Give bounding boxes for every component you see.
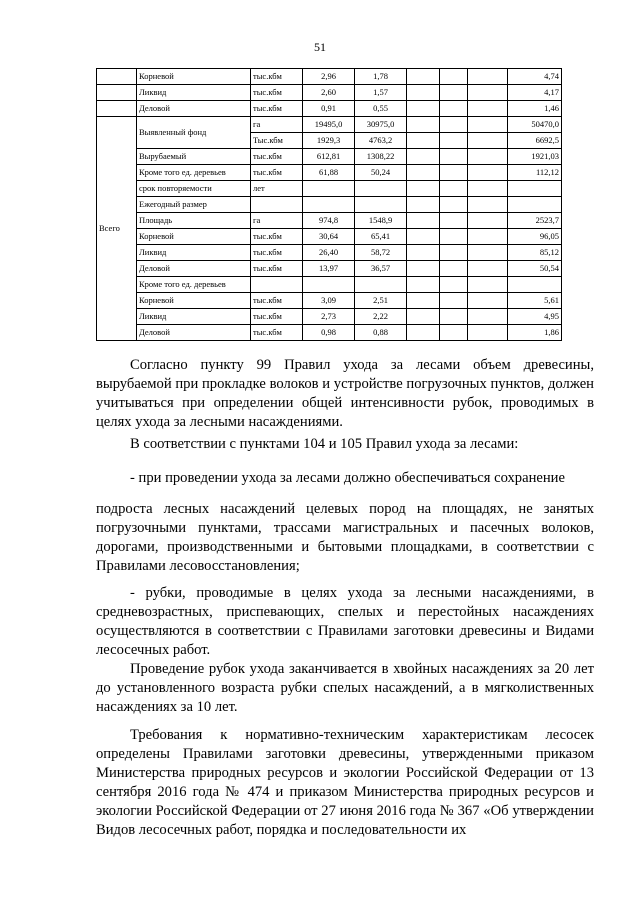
table-cell-v1: 2,73 <box>303 309 355 325</box>
table-cell-v2: 1,57 <box>355 85 407 101</box>
table-cell-total <box>508 197 562 213</box>
table-cell-v2: 50,24 <box>355 165 407 181</box>
table-cell-v1: 2,96 <box>303 69 355 85</box>
table-row <box>97 69 562 85</box>
table-cell-v2: 2,51 <box>355 293 407 309</box>
table-row <box>97 229 562 245</box>
table-cell-unit: тыс.кбм <box>251 229 303 245</box>
table-row <box>97 309 562 325</box>
table-cell-label: Ликвид <box>137 245 251 261</box>
table-cell-label: Площадь <box>137 213 251 229</box>
table-cell-unit <box>251 277 303 293</box>
table-cell-v1: 61,88 <box>303 165 355 181</box>
table-cell-total: 50470,0 <box>508 117 562 133</box>
table-cell-empty <box>407 261 440 277</box>
table-cell-v1: 19495,0 <box>303 117 355 133</box>
table-cell-empty <box>440 117 468 133</box>
table-cell-empty <box>440 101 468 117</box>
table-cell-v2: 30975,0 <box>355 117 407 133</box>
table-cell-empty <box>407 229 440 245</box>
table-row <box>97 149 562 165</box>
table-cell-v1: 974,8 <box>303 213 355 229</box>
table-cell-label: Ликвид <box>137 309 251 325</box>
table-cell-unit: лет <box>251 181 303 197</box>
table-cell-v2: 58,72 <box>355 245 407 261</box>
table-cell-total: 1,86 <box>508 325 562 341</box>
table-row <box>97 245 562 261</box>
table-cell-empty <box>440 149 468 165</box>
table-cell-total <box>508 277 562 293</box>
table-cell-empty <box>440 69 468 85</box>
table-row <box>97 293 562 309</box>
page-number: 51 <box>314 40 326 54</box>
table-cell-v2 <box>355 277 407 293</box>
table-cell-v2: 0,55 <box>355 101 407 117</box>
table-cell-v2: 2,22 <box>355 309 407 325</box>
table-cell-empty <box>440 325 468 341</box>
table-cell-v1 <box>303 277 355 293</box>
table-cell-total: 50,54 <box>508 261 562 277</box>
table-cell-v2: 65,41 <box>355 229 407 245</box>
table-cell-empty <box>440 309 468 325</box>
table-cell-v2: 36,57 <box>355 261 407 277</box>
table-cell-empty <box>468 117 508 133</box>
table-cell-unit: тыс.кбм <box>251 325 303 341</box>
table-cell-v1: 13,97 <box>303 261 355 277</box>
table-cell-empty <box>407 213 440 229</box>
table-cell-total: 5,61 <box>508 293 562 309</box>
table-cell-label: Кроме того ед. деревьев <box>137 277 251 293</box>
table-cell-empty <box>468 133 508 149</box>
table-row <box>97 197 562 213</box>
table-cell-total: 96,05 <box>508 229 562 245</box>
paragraph-5: - рубки, проводимые в целях ухода за лесными насаждениями, в средневозрастных, приспевающих, спелых и перестойных насаждениях осуществляются в соответствии с Правилами заготовки древесины и Видами лесосечных работ. <box>96 585 594 658</box>
table-cell-empty <box>407 69 440 85</box>
paragraph-3: - при проведении ухода за лесами должно обеспечиваться сохранение <box>130 470 565 486</box>
table-cell-unit: тыс.кбм <box>251 85 303 101</box>
table-cell-unit <box>251 197 303 213</box>
paragraph-7: Требования к нормативно-техническим характеристикам лесосек определены Правилами заготовки древесины, утвержденными приказом Министерства природных ресурсов и экологии Российской Федерации от 13 сентября 2016 года № 474 и приказом Министерства природных ресурсов и экологии Российской Федерации от 27 июня 2016 года № 367 «Об утверждении Видов лесосечных работ, порядка и последовательности их <box>96 727 594 838</box>
table-cell-empty <box>468 293 508 309</box>
table-cell-total: 112,12 <box>508 165 562 181</box>
table-cell-label: Деловой <box>137 325 251 341</box>
table-cell-empty <box>468 277 508 293</box>
table-cell-unit: тыс.кбм <box>251 309 303 325</box>
table-group-label: Всего <box>97 117 137 341</box>
table-cell-empty <box>468 245 508 261</box>
table-cell-empty <box>468 197 508 213</box>
table-cell-empty <box>468 165 508 181</box>
table-cell-v1: 1929,3 <box>303 133 355 149</box>
table-cell-v2 <box>355 197 407 213</box>
table-cell-unit: га <box>251 213 303 229</box>
table-cell-empty <box>407 245 440 261</box>
table-cell-total: 1921,03 <box>508 149 562 165</box>
table-row <box>97 213 562 229</box>
table-cell-total: 4,74 <box>508 69 562 85</box>
table-cell-empty <box>440 277 468 293</box>
table-cell-v1 <box>303 181 355 197</box>
table-cell-empty <box>440 165 468 181</box>
table-cell-empty <box>468 149 508 165</box>
table-cell-empty <box>440 293 468 309</box>
table-cell-label: Кроме того ед. деревьев <box>137 165 251 181</box>
table-row <box>97 325 562 341</box>
table-cell-v1: 2,60 <box>303 85 355 101</box>
table-cell-unit: Тыс.кбм <box>251 133 303 149</box>
table-cell-empty <box>468 213 508 229</box>
table-cell-total: 85,12 <box>508 245 562 261</box>
table-cell-total <box>508 181 562 197</box>
table-row <box>97 165 562 181</box>
table-cell-v1: 3,09 <box>303 293 355 309</box>
table-cell-empty <box>440 245 468 261</box>
table-cell-label: Вырубаемый <box>137 149 251 165</box>
table-cell-label: Корневой <box>137 229 251 245</box>
table-cell-total: 2523,7 <box>508 213 562 229</box>
table-row <box>97 181 562 197</box>
table-cell-unit: га <box>251 117 303 133</box>
table-cell-label: Корневой <box>137 69 251 85</box>
table-cell-label: Выявленный фонд <box>137 117 251 149</box>
table-cell-empty <box>468 309 508 325</box>
table-cell-empty <box>407 149 440 165</box>
paragraph-4: подроста лесных насаждений целевых пород на площадях, не занятых погрузочными пунктами, трассами магистральных и пасечных волоков, дорогами, производственными и бытовыми площадками, в соответствии с Правилами лесовосстановления; <box>96 501 594 574</box>
table-cell-total: 4,95 <box>508 309 562 325</box>
table-cell-empty <box>440 181 468 197</box>
table-cell-unit: тыс.кбм <box>251 245 303 261</box>
table-cell-label: Ликвид <box>137 85 251 101</box>
table-cell-empty <box>407 133 440 149</box>
paragraph-1: Согласно пункту 99 Правил ухода за лесами объем древесины, вырубаемой при прокладке волоков и устройстве погрузочных пунктов, должен учитываться при определении общей интенсивности рубок, проводимых в целях ухода за лесными насаждениями. <box>96 357 594 430</box>
table-row <box>97 117 562 133</box>
table-cell-empty <box>440 213 468 229</box>
table-row <box>97 261 562 277</box>
table-cell-v1: 612,81 <box>303 149 355 165</box>
table-cell-empty <box>407 85 440 101</box>
table-cell-empty <box>407 101 440 117</box>
table-cell-empty <box>440 85 468 101</box>
table-cell-unit: тыс.кбм <box>251 261 303 277</box>
table-cell-empty <box>97 69 137 85</box>
table-cell-empty <box>407 309 440 325</box>
table-cell-unit: тыс.кбм <box>251 69 303 85</box>
table-cell-unit: тыс.кбм <box>251 101 303 117</box>
table-cell-v1: 30,64 <box>303 229 355 245</box>
table-cell-empty <box>468 85 508 101</box>
table-row <box>97 277 562 293</box>
table-cell-empty <box>407 181 440 197</box>
table-cell-v1 <box>303 197 355 213</box>
table-cell-empty <box>407 293 440 309</box>
table-cell-v2: 0,88 <box>355 325 407 341</box>
table-cell-v2: 4763,2 <box>355 133 407 149</box>
table-cell-empty <box>440 229 468 245</box>
table-cell-empty <box>468 101 508 117</box>
table-cell-empty <box>468 181 508 197</box>
table-cell-empty <box>468 229 508 245</box>
table-cell-empty <box>440 133 468 149</box>
table-cell-empty <box>97 101 137 117</box>
table-cell-empty <box>407 277 440 293</box>
forest-volume-table <box>96 68 562 341</box>
table-cell-empty <box>468 325 508 341</box>
table-cell-empty <box>468 69 508 85</box>
table-cell-empty <box>407 165 440 181</box>
table-cell-total: 4,17 <box>508 85 562 101</box>
table-cell-label: срок повторяемости <box>137 181 251 197</box>
table-cell-empty <box>468 261 508 277</box>
table-cell-unit: тыс.кбм <box>251 165 303 181</box>
table-cell-label: Деловой <box>137 101 251 117</box>
table-cell-v1: 0,91 <box>303 101 355 117</box>
table-cell-total: 6692,5 <box>508 133 562 149</box>
table-cell-total: 1,46 <box>508 101 562 117</box>
table-cell-empty <box>440 261 468 277</box>
table-cell-empty <box>440 197 468 213</box>
paragraph-2: В соответствии с пунктами 104 и 105 Правил ухода за лесами: <box>130 436 519 452</box>
table-cell-empty <box>97 85 137 101</box>
table-cell-empty <box>407 325 440 341</box>
table-cell-v2 <box>355 181 407 197</box>
table-cell-v2: 1548,9 <box>355 213 407 229</box>
table-row <box>97 85 562 101</box>
paragraph-6: Проведение рубок ухода заканчивается в хвойных насаждениях за 20 лет до установленного возраста рубки спелых насаждений, а в мягколиственных насаждениях за 10 лет. <box>96 661 594 715</box>
table-cell-empty <box>407 197 440 213</box>
table-cell-label: Ежегодный размер <box>137 197 251 213</box>
table-row <box>97 101 562 117</box>
table-cell-v2: 1,78 <box>355 69 407 85</box>
table-cell-label: Деловой <box>137 261 251 277</box>
table-cell-v1: 26,40 <box>303 245 355 261</box>
table-cell-empty <box>407 117 440 133</box>
table-cell-unit: тыс.кбм <box>251 149 303 165</box>
table-cell-unit: тыс.кбм <box>251 293 303 309</box>
table-cell-v1: 0,98 <box>303 325 355 341</box>
table-cell-v2: 1308,22 <box>355 149 407 165</box>
table-cell-label: Корневой <box>137 293 251 309</box>
